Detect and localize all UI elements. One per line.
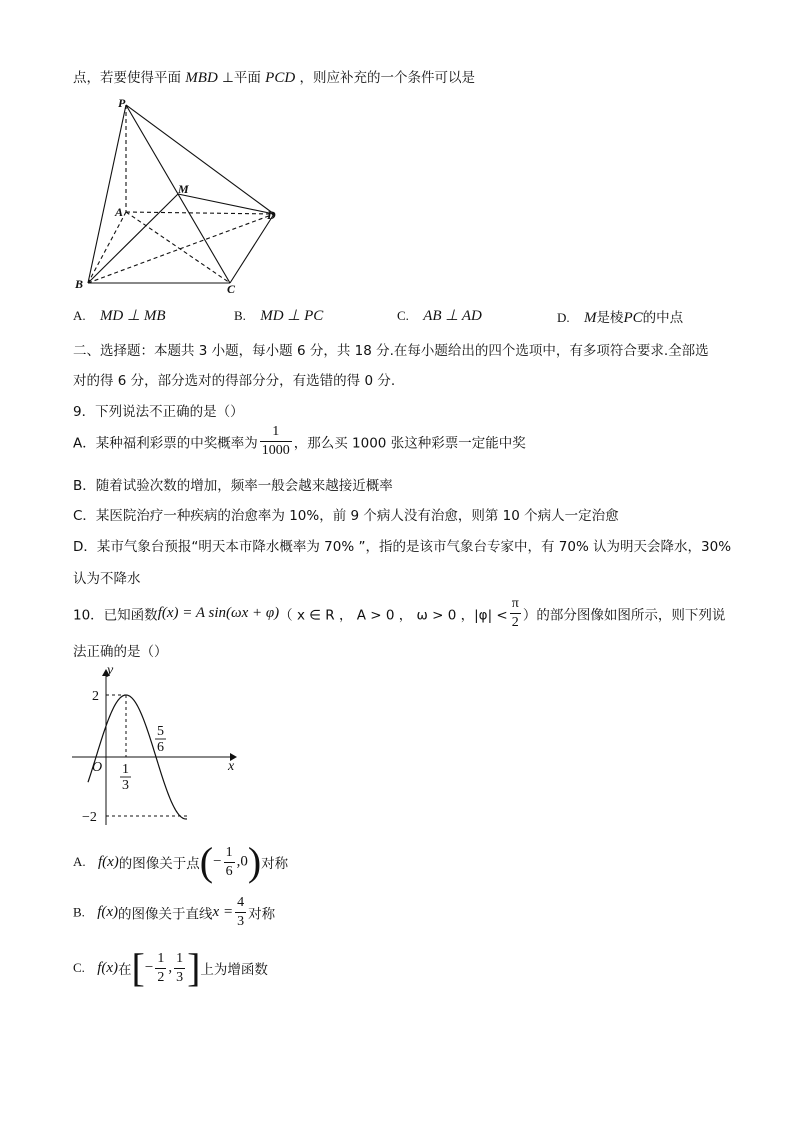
label-c: C [227,282,236,296]
function-fx: f(x) [97,853,119,870]
edge-cd [230,214,274,283]
minus-sign: − [144,959,154,976]
q8-text-suffix: ，则应补充的一个条件可以是 [299,70,475,86]
label-p: P [118,96,126,110]
edge-pd [126,105,274,214]
fraction-numerator: 1 [272,424,280,439]
q8-perp-word: ⊥平面 [222,70,261,86]
y-axis-label: y [107,663,114,678]
option-letter: C. [397,308,409,323]
x1-numerator: 1 [122,762,129,777]
option-text: 的图像关于点 [118,856,200,872]
option-text: A．某种福利彩票的中奖概率为 [73,435,258,452]
option-text-end: 的中点 [642,310,684,326]
q8-stem-tail [73,66,475,87]
fraction-denominator: 2 [157,969,165,985]
option-text-end: ，那么买 1000 张这种彩票一定能中奖 [293,435,526,452]
pyramid-figure [70,95,290,300]
minus-sign: − [213,853,222,870]
option-letter: B. [234,308,246,323]
section-2-line-2: 对的得 6 分，部分选对的得部分分，有选错的得 0 分. [73,373,396,389]
option-letter: A. [73,854,86,869]
fraction-numerator: 4 [237,895,245,910]
label-a: A [115,205,124,219]
q9-stem: 9．下列说法不正确的是（） [73,404,244,420]
q10-stem-line-2: 法正确的是（） [73,644,168,660]
fraction-numerator: 1 [225,844,233,860]
option-text: MD ⊥ PC [260,308,324,324]
option-text: 的图像关于直线 [118,906,213,923]
q8-option-d[interactable] [557,306,683,327]
option-text-end: 对称 [261,856,289,872]
q10-stem-text: ）的部分图像如图所示，则下列说 [522,607,726,624]
option-letter: D. [557,310,570,325]
section-2-line-1: 二、选择题：本题共 3 小题，每小题 6 分，共 18 分.在每小题给出的四个选项中，有多项符合要求.全部选 [73,343,709,359]
q10-stem [73,597,725,630]
q10-option-b[interactable] [73,896,275,929]
y-max-label: 2 [92,689,99,704]
sine-graph [70,660,250,830]
point-zero: ,0 [236,853,248,870]
fraction-denominator: 1000 [261,443,290,458]
option-text-end: 对称 [248,906,276,923]
q10-option-c[interactable]: C. f(x)在[− $\frac{1}{2}$ , $\frac{1}{3}$ ]上为增函数 [73,945,268,990]
q10-number: 10．已知函数 [73,607,158,624]
function-conditions: （ x ∈ R ， A > 0 ， ω > 0 ，|φ| < [279,607,508,624]
q8-option-a[interactable] [73,306,166,325]
option-text: AB ⊥ AD [423,308,482,324]
y-min-label: −2 [82,810,97,825]
option-text: 是棱 [596,310,624,326]
q10-option-a[interactable]: A. f(x)的图像关于点(− $\frac{1}{6}$ ,0)对称 [73,839,289,884]
edge-pc-label: PC [623,310,643,326]
q9-option-d-continued: 认为不降水 [73,571,141,587]
fraction-denominator: 3 [237,914,245,929]
plane-mbd: MBD [185,70,218,86]
point-m: M [583,310,597,326]
option-letter: B. [73,904,85,920]
q8-text-prefix: 点，若要使得平面 [73,70,181,86]
option-text: MD ⊥ MB [99,308,166,324]
plane-pcd: PCD [265,70,296,86]
x1-denominator: 3 [122,778,129,793]
fraction-denominator: 2 [511,615,519,630]
fraction-denominator: 3 [176,969,184,985]
origin-label: O [92,760,103,775]
x-axis-label: x [228,759,235,774]
x2-denominator: 6 [157,740,164,755]
label-b: B [75,277,84,291]
edge-pb [88,105,126,283]
edge-ac [126,212,230,283]
label-d: D [267,208,276,222]
fraction-numerator: π [511,596,519,611]
function-expression: f(x) = A sin(ωx + φ) [157,605,280,621]
option-letter: A. [73,308,86,323]
q9-option-d[interactable]: D．某市气象台预报“明天本市降水概率为 70% ”，指的是该市气象台专家中，有 70% 认为明天会降水，30% [73,539,732,555]
function-fx: f(x) [97,959,119,976]
q9-option-b[interactable]: B．随着试验次数的增加，频率一般会越来越接近概率 [73,478,393,494]
x2-numerator: 5 [157,724,164,739]
q9-option-a[interactable] [73,425,526,458]
q9-option-c[interactable]: C．某医院治疗一种疾病的治愈率为 10%，前 9 个病人没有治愈，则第 10 个病人一定治愈 [73,508,619,524]
fraction-denominator: 6 [225,863,233,879]
option-text-end: 上为增函数 [200,962,268,978]
edge-bd [88,214,274,283]
edge-ad [126,212,274,214]
option-text: 在 [118,962,132,978]
edge-ab [88,212,126,283]
label-m: M [178,182,189,196]
q8-option-b[interactable] [234,306,323,325]
line-x-equals: x = [212,904,234,920]
option-letter: C. [73,960,85,975]
fraction-numerator: 1 [157,950,165,966]
function-fx: f(x) [97,904,119,920]
q8-option-c[interactable] [397,306,482,325]
fraction-numerator: 1 [176,950,184,966]
edge-bm [88,194,178,283]
